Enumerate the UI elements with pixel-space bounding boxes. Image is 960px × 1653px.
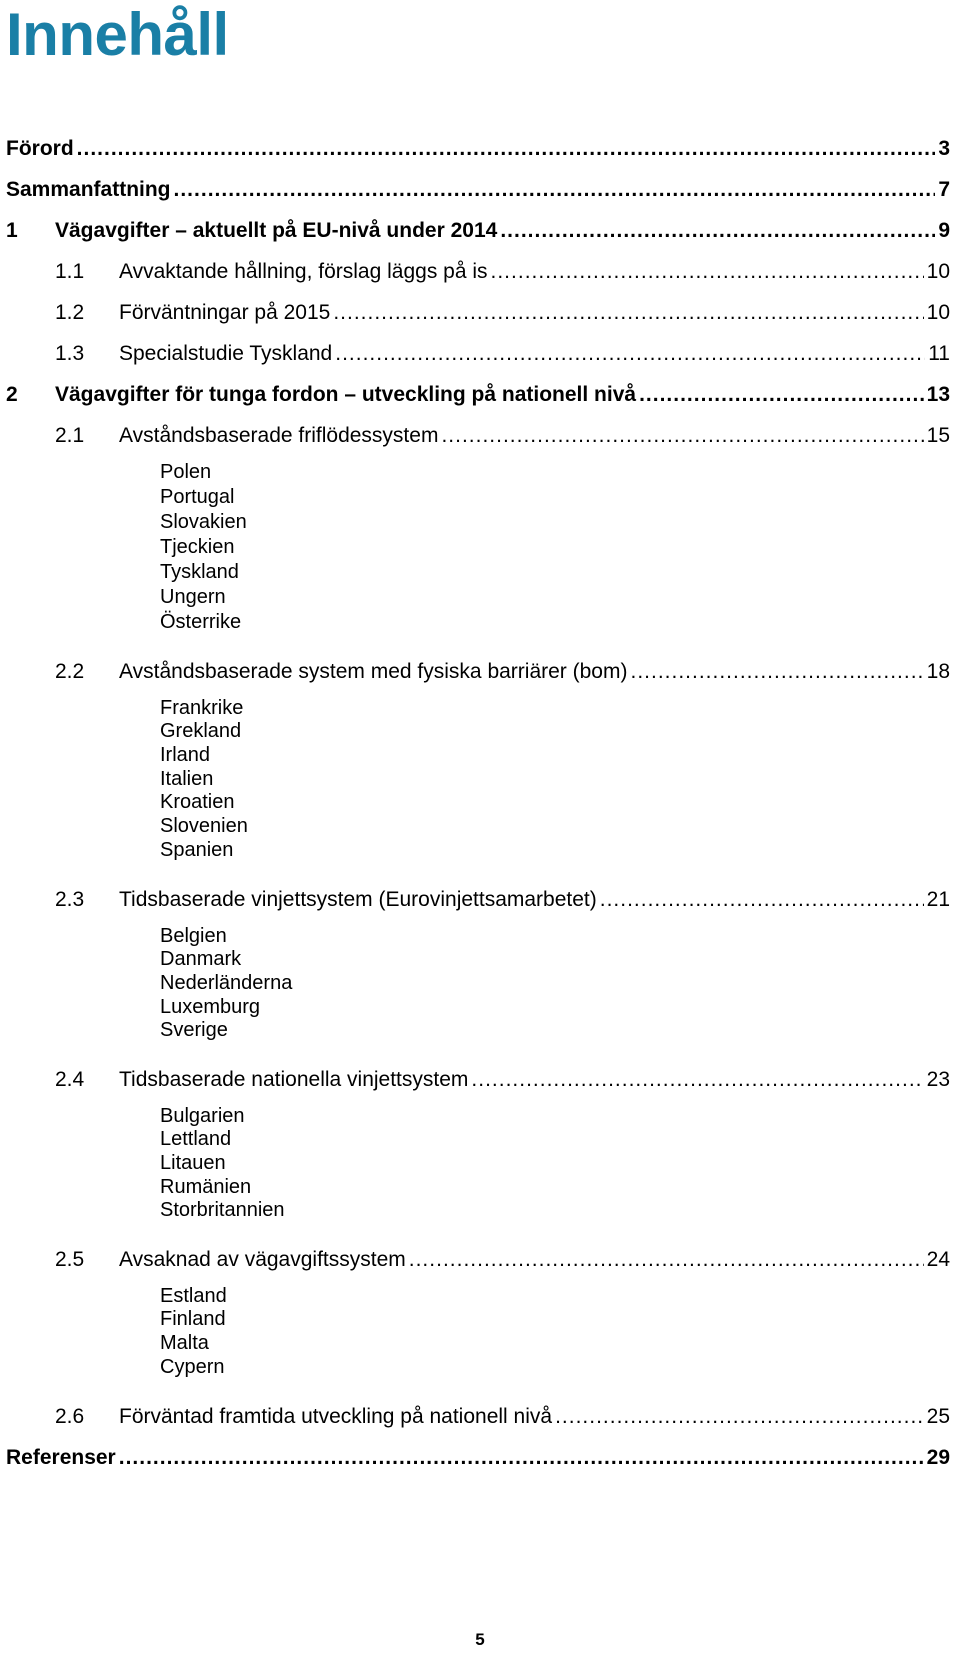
toc-country-item: Slovakien — [160, 511, 247, 533]
toc-entry-text: Referenser — [6, 1446, 116, 1469]
toc-page-number: 3 — [938, 137, 950, 160]
toc-section-number: 2.5 — [55, 1248, 85, 1271]
toc-country-item: Rumänien — [160, 1176, 252, 1198]
toc-country-item: Cypern — [160, 1356, 225, 1378]
toc-entry-text: Förväntningar på 2015 — [119, 301, 331, 324]
toc-country-item: Danmark — [160, 948, 242, 970]
toc-leader-dots — [119, 1445, 924, 1471]
toc-entry-forord[interactable] — [6, 136, 960, 162]
toc-entry-text: Vägavgifter för tunga fordon – utveckling på nationell nivå — [55, 383, 637, 406]
toc-page-number: 29 — [926, 1446, 950, 1469]
toc-country-item: Estland — [160, 1285, 227, 1307]
toc-country-item: Lettland — [160, 1128, 232, 1150]
toc-page-number: 10 — [926, 260, 950, 283]
toc-leader-dots — [491, 259, 924, 285]
toc-section-number: 1.2 — [55, 301, 85, 324]
toc-entry-section-1-1[interactable] — [55, 259, 960, 285]
toc-country-item: Frankrike — [160, 697, 244, 719]
toc-country-item: Irland — [160, 744, 211, 766]
toc-leader-dots — [77, 136, 936, 162]
toc-entry-section-2-1[interactable] — [55, 423, 960, 449]
toc-country-item: Litauen — [160, 1152, 226, 1174]
toc-section-number: 2.2 — [55, 660, 85, 683]
toc-country-item: Grekland — [160, 720, 242, 742]
toc-country-item: Ungern — [160, 586, 226, 608]
toc-leader-dots — [600, 887, 924, 913]
toc-entry-text: Tidsbaserade nationella vinjettsystem — [119, 1068, 469, 1091]
toc-page-number: 18 — [926, 660, 950, 683]
toc-entry-section-2[interactable] — [6, 382, 960, 408]
toc-leader-dots — [630, 659, 923, 685]
toc-section-number: 2.1 — [55, 424, 85, 447]
toc-section-number: 2.3 — [55, 888, 85, 911]
toc-section-number: 1.1 — [55, 260, 85, 283]
toc-country-item: Sverige — [160, 1019, 228, 1041]
toc-entry-text: Tidsbaserade vinjettsystem (Eurovinjettsamarbetet) — [119, 888, 597, 911]
toc-entry-section-2-6[interactable] — [55, 1404, 960, 1430]
toc-leader-dots — [441, 423, 923, 449]
toc-page-number: 23 — [926, 1068, 950, 1091]
toc-section-number: 1.3 — [55, 342, 85, 365]
toc-page-number: 15 — [926, 424, 950, 447]
toc-country-item: Tyskland — [160, 561, 239, 583]
toc-entry-section-2-4[interactable] — [55, 1067, 960, 1093]
toc-entry-section-1[interactable] — [6, 218, 960, 244]
toc-country-item: Belgien — [160, 925, 227, 947]
toc-country-item: Tjeckien — [160, 536, 235, 558]
toc-entry-text: Vägavgifter – aktuellt på EU-nivå under 2014 — [55, 219, 498, 242]
toc-country-item: Finland — [160, 1308, 226, 1330]
toc-country-item: Kroatien — [160, 791, 235, 813]
toc-page-number: 21 — [926, 888, 950, 911]
toc-country-item: Österrike — [160, 611, 242, 633]
toc-entry-text: Förord — [6, 137, 74, 160]
page-title: Innehåll — [6, 1, 229, 68]
toc-country-item: Portugal — [160, 486, 235, 508]
toc-page-number: 13 — [926, 383, 950, 406]
toc-section-number: 2 — [6, 383, 18, 406]
toc-entry-referenser[interactable] — [6, 1445, 960, 1471]
toc-section-number: 2.6 — [55, 1405, 85, 1428]
toc-page-number: 25 — [926, 1405, 950, 1428]
toc-country-item: Malta — [160, 1332, 209, 1354]
toc-leader-dots — [335, 341, 925, 367]
toc-country-item: Polen — [160, 461, 212, 483]
toc-entry-text: Sammanfattning — [6, 178, 171, 201]
toc-country-item: Nederländerna — [160, 972, 293, 994]
toc-page-number: 9 — [938, 219, 950, 242]
toc-page-number: 11 — [928, 342, 950, 365]
toc-leader-dots — [471, 1067, 923, 1093]
toc-entry-text: Specialstudie Tyskland — [119, 342, 333, 365]
toc-leader-dots — [500, 218, 935, 244]
page-number-footer: 5 — [475, 1630, 485, 1649]
toc-entry-section-2-5[interactable] — [55, 1247, 960, 1273]
toc-entry-section-2-2[interactable] — [55, 659, 960, 685]
toc-page-number: 10 — [926, 301, 950, 324]
toc-country-item: Storbritannien — [160, 1199, 285, 1221]
toc-entry-text: Avståndsbaserade system med fysiska barriärer (bom) — [119, 660, 628, 683]
toc-entry-text: Avståndsbaserade friflödessystem — [119, 424, 439, 447]
toc-leader-dots — [409, 1247, 924, 1273]
toc-country-item: Spanien — [160, 839, 234, 861]
toc-entry-text: Förväntad framtida utveckling på nationell nivå — [119, 1405, 553, 1428]
toc-leader-dots — [639, 382, 924, 408]
toc-entry-text: Avvaktande hållning, förslag läggs på is — [119, 260, 488, 283]
toc-leader-dots — [555, 1404, 924, 1430]
toc-entry-sammanfattning[interactable] — [6, 177, 960, 203]
toc-entry-section-1-2[interactable] — [55, 300, 960, 326]
toc-country-item: Italien — [160, 768, 214, 790]
toc-page-number: 7 — [938, 178, 950, 201]
toc-country-item: Slovenien — [160, 815, 248, 837]
toc-country-item: Luxemburg — [160, 996, 261, 1018]
toc-leader-dots — [174, 177, 936, 203]
toc-country-item: Bulgarien — [160, 1105, 245, 1127]
toc-page-number: 24 — [926, 1248, 950, 1271]
toc-entry-section-2-3[interactable] — [55, 887, 960, 913]
toc-entry-text: Avsaknad av vägavgiftssystem — [119, 1248, 406, 1271]
toc-section-number: 1 — [6, 219, 18, 242]
toc-entry-section-1-3[interactable] — [55, 341, 960, 367]
toc-leader-dots — [333, 300, 923, 326]
toc-section-number: 2.4 — [55, 1068, 85, 1091]
